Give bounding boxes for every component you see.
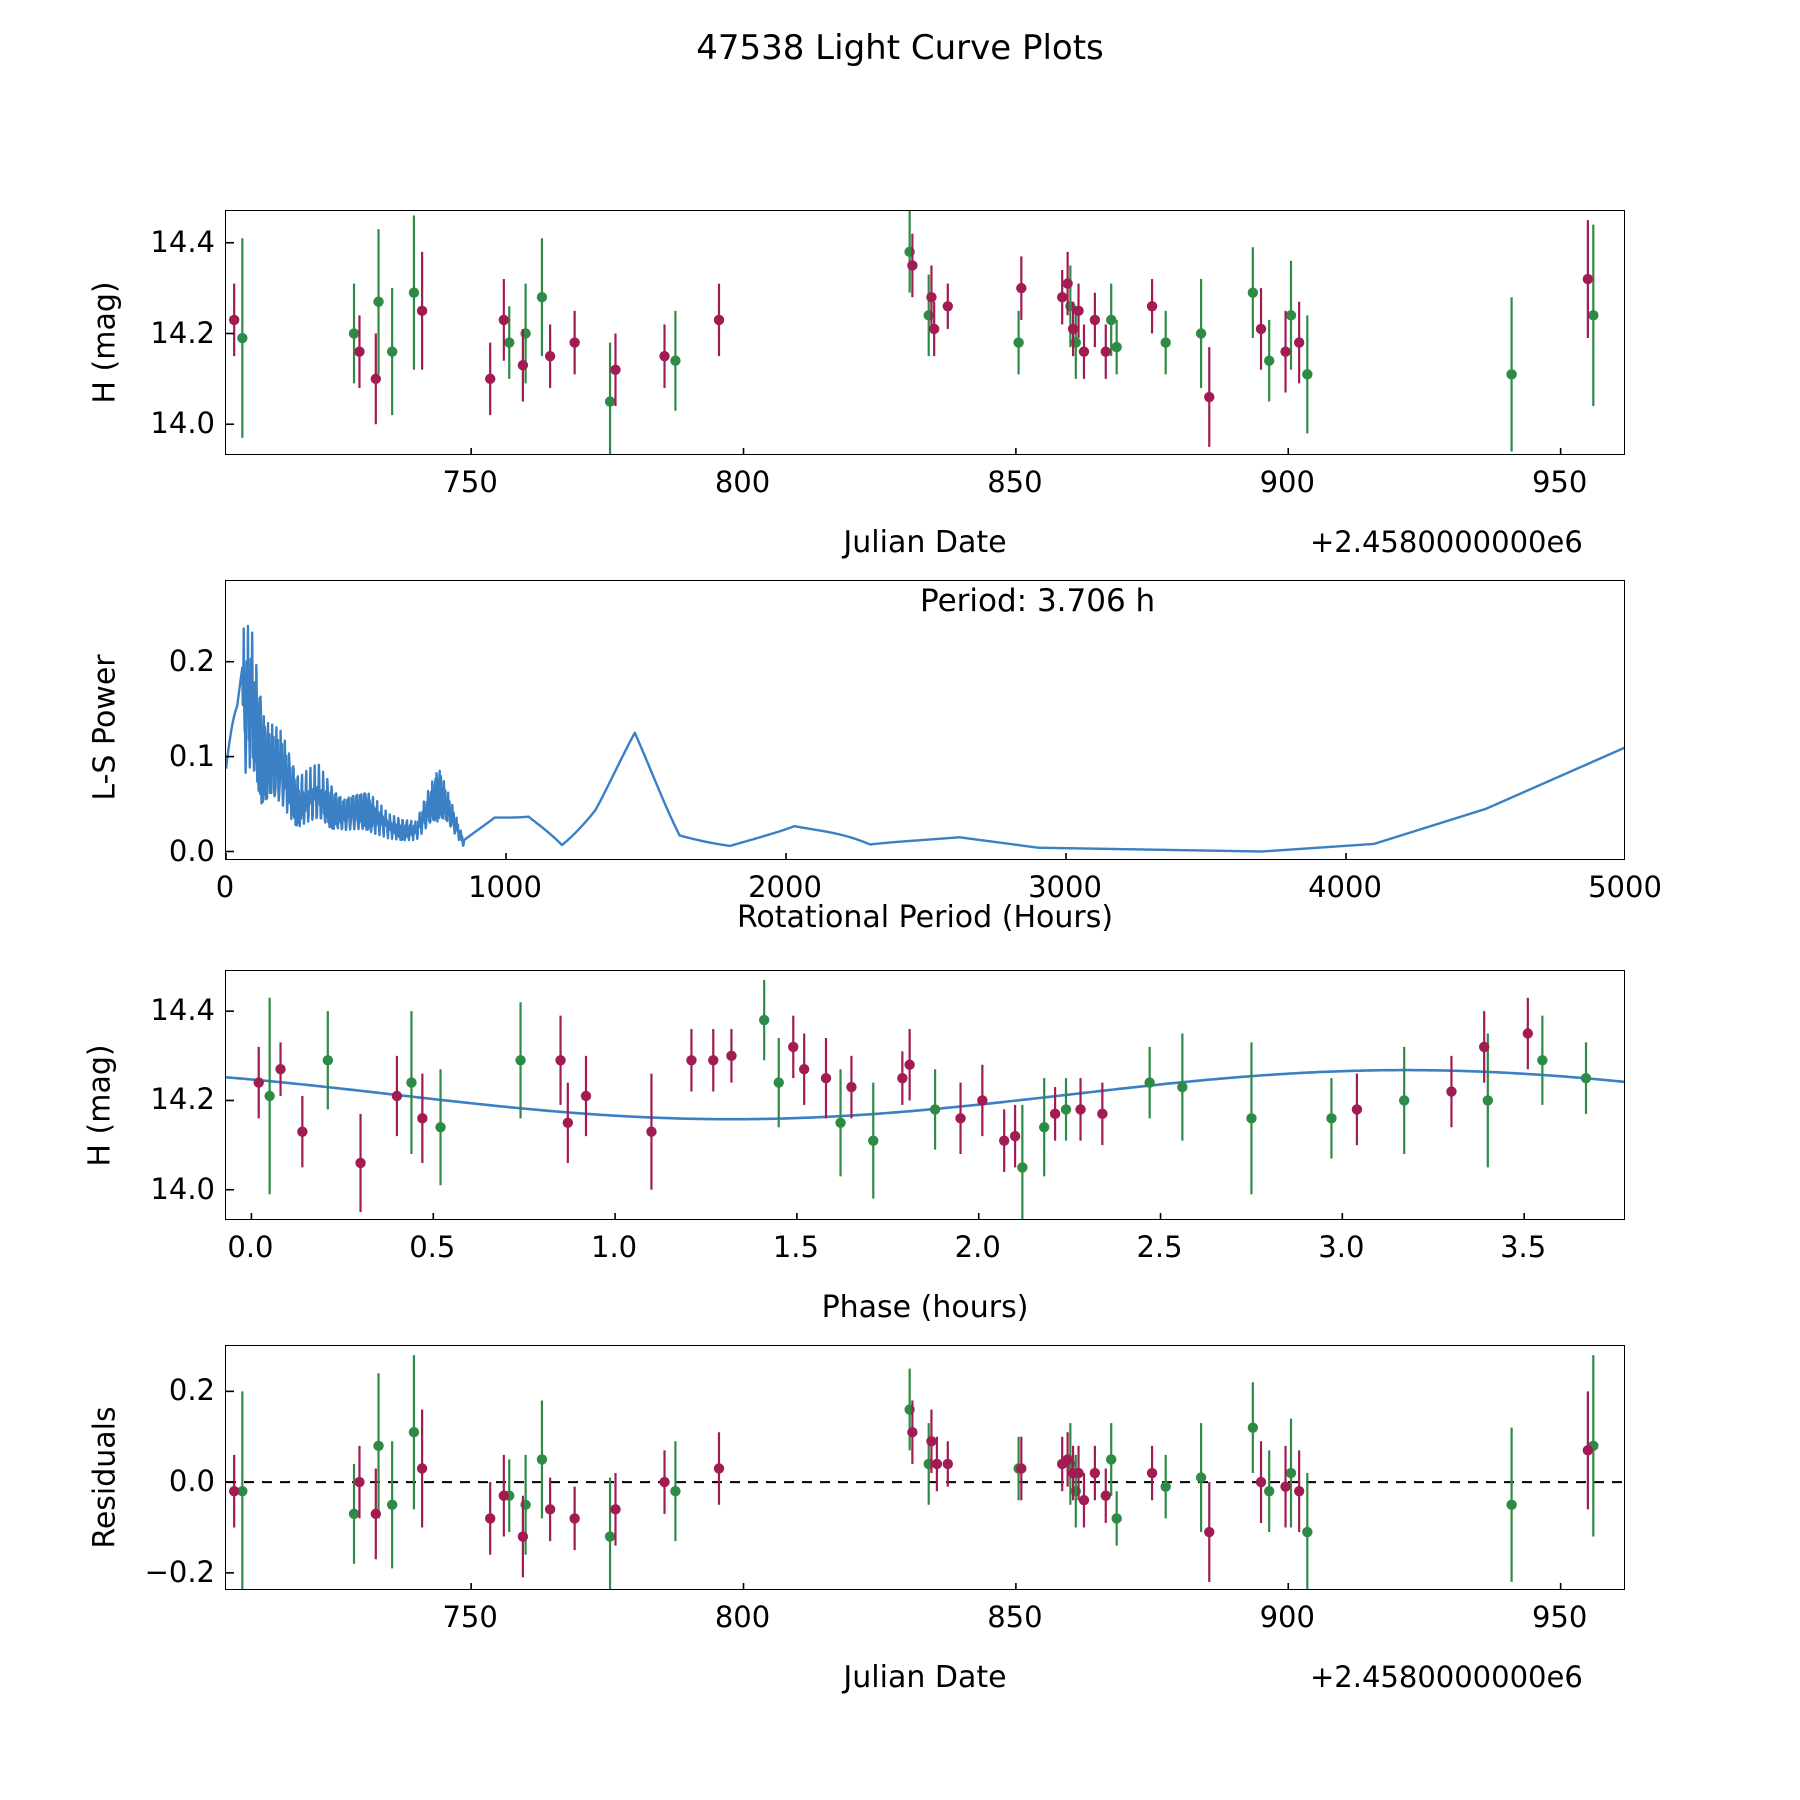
x-tick-label: 3000 bbox=[1028, 870, 1102, 904]
x-tick-label: 900 bbox=[1259, 1600, 1315, 1634]
x-tick-label: 5000 bbox=[1588, 870, 1662, 904]
y-tick-label: 14.0 bbox=[150, 406, 215, 441]
y-tick-label: 14.4 bbox=[150, 993, 215, 1028]
y-tick-label: −0.2 bbox=[144, 1554, 215, 1589]
y-tick-label: 14.0 bbox=[150, 1171, 215, 1206]
axis-label-y-phased: H (mag) bbox=[82, 1044, 118, 1167]
y-tick-label: 14.4 bbox=[150, 224, 215, 259]
x-tick-label: 900 bbox=[1259, 465, 1315, 499]
x-tick-label: 850 bbox=[987, 465, 1043, 499]
x-tick-label: 0.5 bbox=[409, 1230, 456, 1264]
x-tick-label: 4000 bbox=[1308, 870, 1382, 904]
x-tick-label: 750 bbox=[442, 465, 498, 499]
plot-area-periodogram bbox=[226, 581, 1625, 860]
x-tick-label: 2000 bbox=[748, 870, 822, 904]
axis-label-y-periodogram: L-S Power bbox=[87, 654, 123, 801]
x-tick-label: 1.5 bbox=[772, 1230, 819, 1264]
axes-residuals bbox=[225, 1345, 1625, 1590]
y-tick-label: 0.2 bbox=[168, 643, 215, 678]
period-annotation: Period: 3.706 h bbox=[920, 583, 1156, 619]
x-tick-label: 800 bbox=[714, 1600, 771, 1634]
axes-phased bbox=[225, 970, 1625, 1220]
x-tick-label: 2.0 bbox=[954, 1230, 1001, 1264]
axis-offset-residuals: +2.4580000000e6 bbox=[1310, 1660, 1583, 1694]
y-tick-label: 0.0 bbox=[168, 833, 215, 868]
x-tick-label: 1000 bbox=[468, 870, 542, 904]
axis-offset-lightcurve: +2.4580000000e6 bbox=[1310, 525, 1583, 559]
axis-label-x-residuals: Julian Date bbox=[843, 1660, 1007, 1695]
y-tick-label: 14.2 bbox=[150, 1082, 215, 1117]
plot-area-lightcurve bbox=[226, 211, 1625, 455]
x-tick-label: 3.5 bbox=[1500, 1230, 1547, 1264]
x-tick-label: 0 bbox=[215, 870, 235, 904]
axis-label-y-lightcurve: H (mag) bbox=[87, 281, 123, 404]
axis-label-x-periodogram: Rotational Period (Hours) bbox=[736, 900, 1114, 935]
plot-area-phased bbox=[226, 971, 1625, 1220]
plot-area-residuals bbox=[226, 1346, 1625, 1590]
x-tick-label: 3.0 bbox=[1318, 1230, 1365, 1264]
x-tick-label: 750 bbox=[442, 1600, 498, 1634]
axes-lightcurve bbox=[225, 210, 1625, 455]
x-tick-label: 2.5 bbox=[1136, 1230, 1183, 1264]
y-tick-label: 0.1 bbox=[168, 738, 215, 773]
axis-label-x-lightcurve: Julian Date bbox=[843, 525, 1007, 560]
y-tick-label: 0.0 bbox=[168, 1464, 215, 1499]
x-tick-label: 800 bbox=[714, 465, 771, 499]
y-tick-label: 14.2 bbox=[150, 315, 215, 350]
figure-title: 47538 Light Curve Plots bbox=[696, 28, 1104, 68]
axes-periodogram bbox=[225, 580, 1625, 860]
x-tick-label: 950 bbox=[1531, 1600, 1588, 1634]
axis-label-y-residuals: Residuals bbox=[87, 1406, 123, 1549]
x-tick-label: 1.0 bbox=[591, 1230, 638, 1264]
y-tick-label: 0.2 bbox=[168, 1373, 215, 1408]
axis-label-x-phased: Phase (hours) bbox=[821, 1290, 1029, 1325]
x-tick-label: 850 bbox=[987, 1600, 1043, 1634]
x-tick-label: 0.0 bbox=[227, 1230, 274, 1264]
x-tick-label: 950 bbox=[1531, 465, 1588, 499]
